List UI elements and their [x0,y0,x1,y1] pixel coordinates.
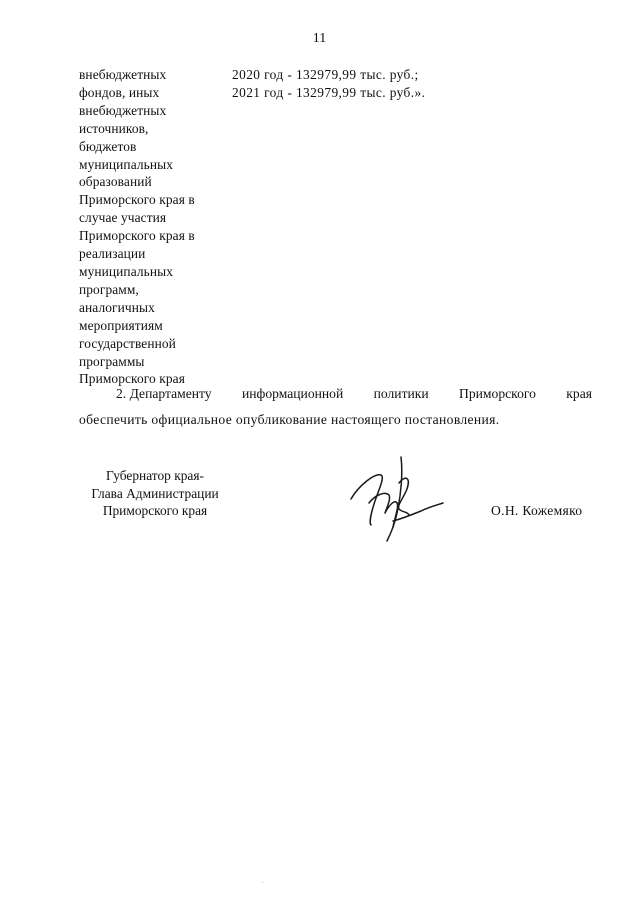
funding-source-line: образований [79,174,152,190]
funding-source-line: Приморского края в [79,228,195,244]
clause-2-word: информационной [241,386,344,401]
funding-amounts [232,66,425,102]
funding-source-line: источников, [79,120,149,136]
funding-source-label [79,66,229,388]
funding-source-line: аналогичных [79,299,155,315]
funding-source-line: фондов, иных [79,84,160,100]
funding-source-line: Приморского края [79,371,185,387]
clause-2-word: 2. Департаменту [116,386,212,401]
signer-title-line: Глава Администрации [91,485,219,501]
funding-source-line: программ, [79,281,139,297]
funding-source-line: программы [79,353,145,369]
signer-title-line: Губернатор края- [106,468,204,483]
funding-source-line: муниципальных [79,156,174,172]
clause-2-line-2: обеспечить официальное опубликование настоящего постановления. [79,412,500,427]
clause-2-word: Приморского [459,386,536,401]
clause-2-word: политики [373,386,429,401]
funding-source-line: реализации [79,246,146,262]
funding-amount-2021: 2021 год - 132979,99 тыс. руб.». [232,84,426,100]
signer-name: О.Н. Кожемяко [491,503,583,518]
funding-source-line: Приморского края в [79,192,195,208]
funding-source-line: государственной [79,335,176,351]
funding-source-line: внебюджетных [79,67,167,82]
funding-source-line: бюджетов [79,138,137,154]
clause-2-line-1 [79,385,592,403]
funding-source-line: муниципальных [79,263,174,279]
page-number: 11 [312,31,327,46]
funding-source-line: мероприятиям [79,317,163,333]
funding-source-line: внебюджетных [79,102,167,118]
scan-speck [262,882,263,883]
funding-source-line: случае участия [79,210,167,226]
handwritten-signature [345,455,445,547]
signer-title-line: Приморского края [102,503,208,518]
funding-amount-2020: 2020 год - 132979,99 тыс. руб.; [232,67,419,82]
clause-2-word: края [566,386,592,401]
signer-title [60,467,250,520]
